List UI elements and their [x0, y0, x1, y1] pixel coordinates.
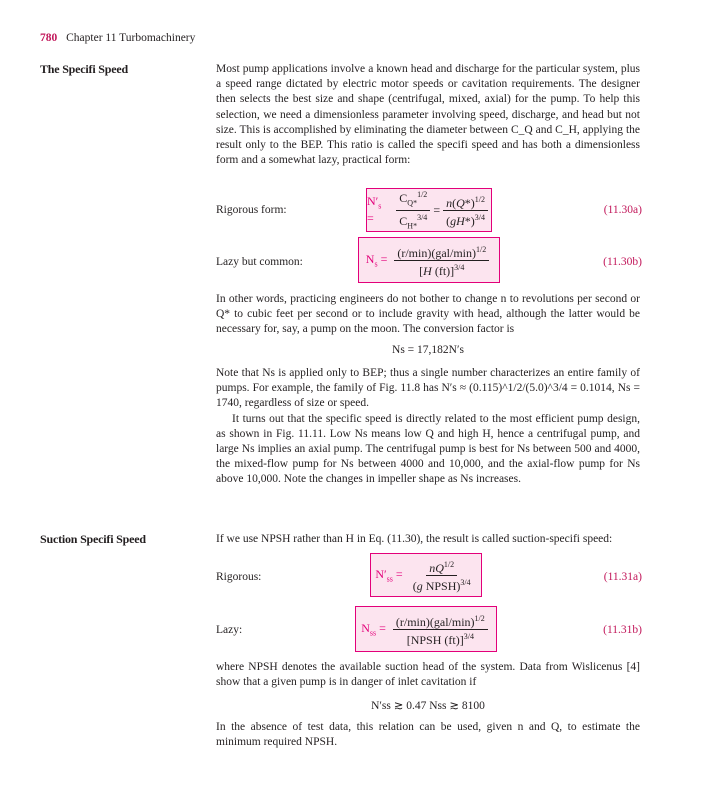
rigorous-label-2: Rigorous:: [216, 571, 262, 583]
npsh-paragraph: [216, 660, 640, 690]
running-header: [40, 32, 195, 44]
closing-text: In the absence of test data, this relation can be used, given n and Q, to estimate the minimum required NPSH.: [216, 721, 640, 749]
bep-paragraph: [216, 366, 640, 488]
suction-intro-text: If we use NPSH rather than H in Eq. (11.30), the result is called suction-specifi speed:: [216, 533, 613, 545]
bep-text: Note that Ns is applied only to BEP; thus a single number characterizes an entire family of pumps. For example, the family of Fig. 11.8 has N′s ≈ (0.115)^1/2/(5.0)^3/4 = 0.1014, Ns = 1740, regardless of size or speed.: [216, 367, 640, 410]
closing-paragraph: [216, 720, 640, 750]
equation-number-11-30a: (11.30a): [603, 204, 642, 216]
conversion-equation: Ns = 17,182N′s: [392, 344, 464, 356]
rigorous-form-label: Rigorous form:: [216, 204, 287, 216]
npsh-text: where NPSH denotes the available suction head of the system. Data from Wislicenus [4] show that a given pump is in danger of inlet cavitation if: [216, 661, 640, 689]
equation-number-11-31b: (11.31b): [603, 624, 642, 636]
section-heading-specific-speed: The Specifi Speed: [40, 62, 128, 76]
section-heading-suction-specific-speed: Suction Specifi Speed: [40, 532, 146, 546]
equation-11-31b-box: $N_{ss}$ = $\frac{(r/\min)(gal/\min)^{1/2}}{[NPSH (ft)]^{3/4}}$: [355, 606, 497, 652]
equation-11-30b-box: $N_s$ = $\frac{(r/\min)(gal/\min)^{1/2}}{[H (ft)]^{3/4}}$: [358, 237, 500, 283]
chapter-title: Chapter 11 Turbomachinery: [66, 32, 196, 44]
practice-paragraph: [216, 292, 640, 338]
lazy-label-2: Lazy:: [216, 624, 243, 636]
cavitation-criterion: N′ss ≳ 0.47 Nss ≳ 8100: [371, 700, 485, 712]
suction-intro-paragraph: [216, 532, 640, 547]
intro-text: Most pump applications involve a known head and discharge for the particular system, plus a speed range dictated by electric motor speeds or cavitation requirements. The designer then selects the best size and shape (centrifugal, mixed, axial) for the pump. To help this selection, we need a dimensionless parameter involving speed, discharge, and head but not size. This is accomplished by eliminating the diameter between C_Q and C_H, applying the result only to the BEP. This ratio is called the specifi speed and has both a dimensionless form and a somewhat lazy, practical form:: [216, 63, 640, 167]
equation-11-31a-box: $N'_{ss}$ = $\frac{nQ^{1/2}}{(g NPSH)^{3/4}}$: [370, 553, 482, 597]
page-number: 780: [40, 32, 58, 44]
intro-paragraph: [216, 62, 640, 168]
equation-number-11-30b: (11.30b): [603, 256, 642, 268]
lazy-form-label: Lazy but common:: [216, 256, 303, 268]
equation-number-11-31a: (11.31a): [603, 571, 642, 583]
design-text: It turns out that the specific speed is directly related to the most efficient pump design, as shown in Fig. 11.11. Low Ns means low Q and high H, hence a centrifugal pump, and large Ns implies an axial pump. The centrifugal pump is best for Ns between 500 and 4000, the mixed-flow pump for Ns between 4000 and 10,000, and the axial-flow pump for Ns above 10,000. Note the changes in impeller shape as Ns increases.: [216, 412, 640, 486]
equation-11-30a-box: $N'_s$ = $\frac{C_{Q*}^{1/2}}{C_{H*}^{3/4}}$ = $\frac{n(Q*)^{1/2}}{(gH*)^{3/4}}$: [366, 188, 492, 232]
practice-text: In other words, practicing engineers do not bother to change n to revolutions per second or Q* to cubic feet per second or to include gravity with head, although the latter would be necessary for, say, a pump on the moon. The conversion factor is: [216, 293, 640, 336]
